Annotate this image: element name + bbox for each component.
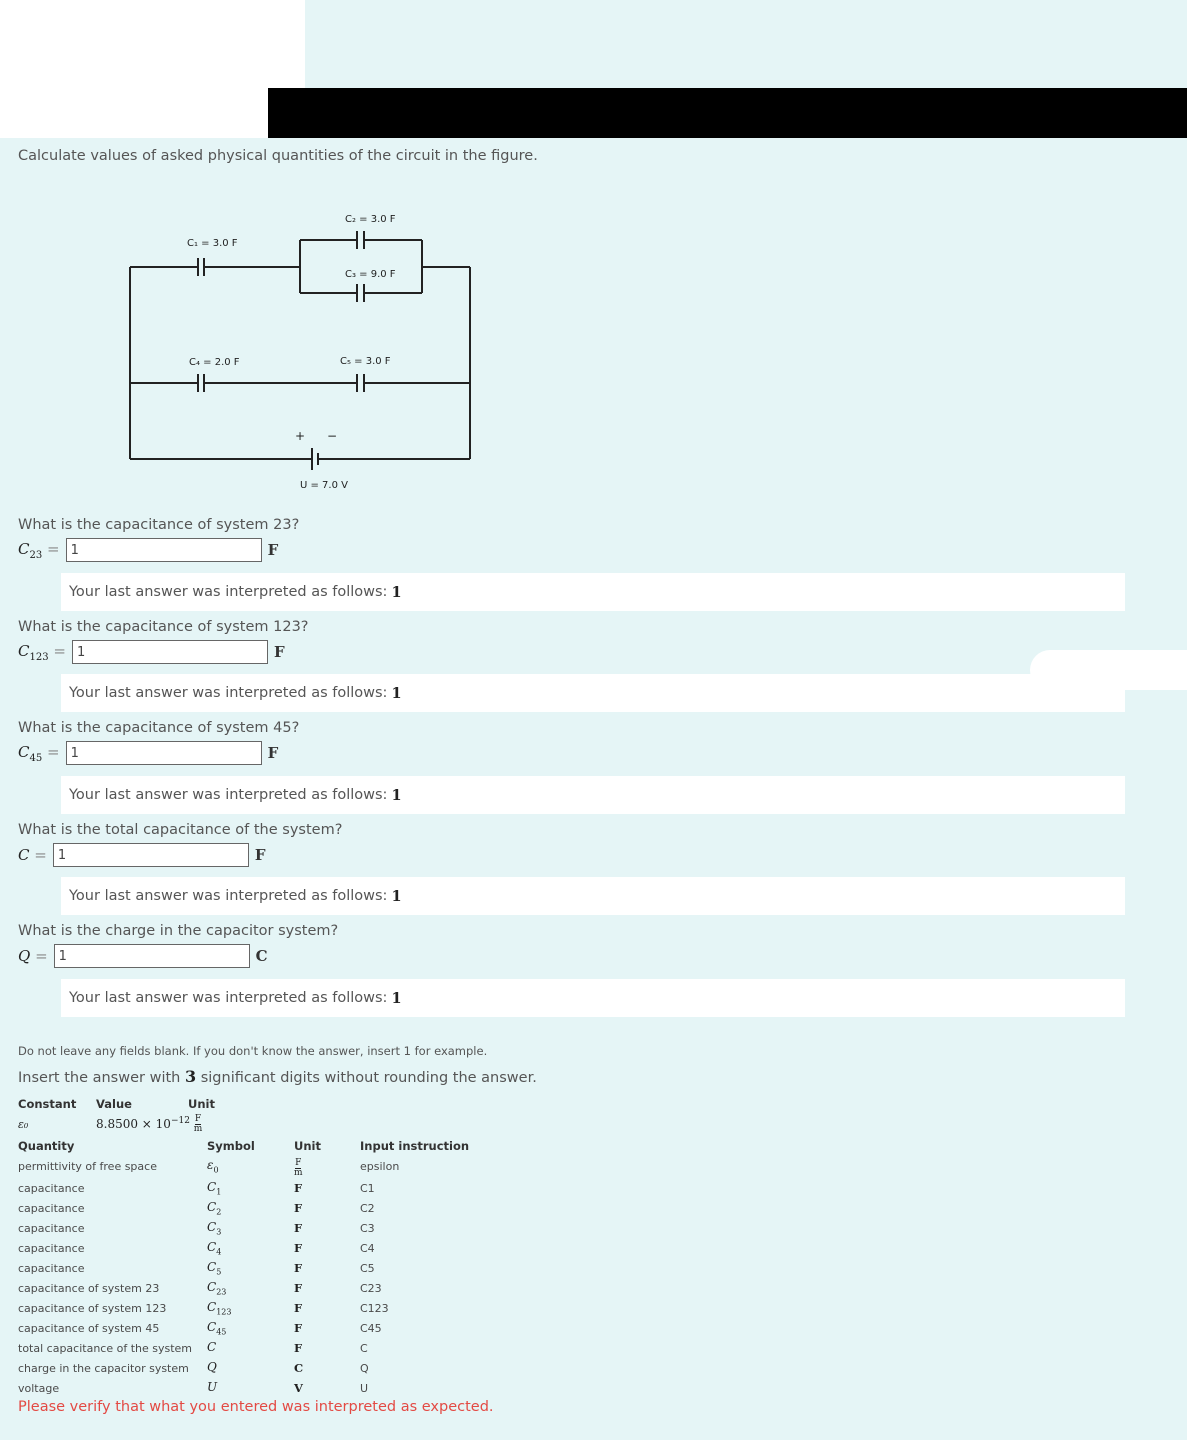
quantity-symbol: $C_{45}$ xyxy=(207,1319,227,1337)
quantity-input-instruction: C5 xyxy=(360,1261,375,1275)
unit-c-total: F xyxy=(254,846,266,864)
redaction-bar xyxy=(268,88,1187,138)
input-c45[interactable] xyxy=(66,741,262,765)
quantity-input-instruction: C23 xyxy=(360,1281,382,1295)
question-q: What is the charge in the capacitor system? xyxy=(18,923,339,939)
quantity-unit: F xyxy=(294,1221,303,1235)
quantity-row xyxy=(18,1358,469,1378)
minus-sign: − xyxy=(327,429,338,443)
quantity-input-instruction: C3 xyxy=(360,1221,375,1235)
answer-row-c23 xyxy=(18,538,278,562)
quantity-row xyxy=(18,1338,469,1358)
quantities-header-input: Input instruction xyxy=(360,1139,470,1153)
verify-warning: Please verify that what you entered was interpreted as expected. xyxy=(18,1399,494,1415)
symbol-c123: $C_{123}$ = xyxy=(18,641,66,663)
question-c45: What is the capacitance of system 45? xyxy=(18,720,300,736)
answer-row-c-total xyxy=(18,843,266,867)
quantity-name: capacitance of system 123 xyxy=(18,1301,167,1315)
quantity-unit: F xyxy=(294,1261,303,1275)
quantity-symbol: $C_{23}$ xyxy=(207,1279,227,1297)
input-c-total[interactable] xyxy=(53,843,249,867)
quantity-input-instruction: U xyxy=(360,1381,369,1395)
quantity-unit: F xyxy=(294,1301,303,1315)
symbol-c-total: C = xyxy=(18,846,47,864)
quantity-name: permittivity of free space xyxy=(18,1159,157,1173)
input-c23[interactable] xyxy=(66,538,262,562)
unit-q: C xyxy=(255,947,268,965)
quantity-row xyxy=(18,1178,469,1198)
quantity-symbol: $\varepsilon_0$ xyxy=(207,1157,219,1175)
feedback-c23: Your last answer was interpreted as follows: 1 xyxy=(61,573,1125,611)
answer-row-c123 xyxy=(18,640,285,664)
constants-row xyxy=(18,1112,215,1136)
feedback-c45: Your last answer was interpreted as follows: 1 xyxy=(61,776,1125,814)
feedback-c123: Your last answer was interpreted as follows: 1 xyxy=(61,674,1125,712)
redaction-blob xyxy=(0,0,305,138)
question-c-total: What is the total capacitance of the system? xyxy=(18,822,343,838)
constants-header-unit: Unit xyxy=(188,1097,215,1111)
quantities-table xyxy=(18,1138,469,1398)
answer-row-c45 xyxy=(18,741,278,765)
c4-label: C₄ = 2.0 F xyxy=(189,357,240,368)
quantity-input-instruction: C45 xyxy=(360,1321,382,1335)
quantity-name: charge in the capacitor system xyxy=(18,1361,189,1375)
quantity-name: voltage xyxy=(18,1381,60,1395)
feedback-q: Your last answer was interpreted as follows: 1 xyxy=(61,979,1125,1017)
quantity-row xyxy=(18,1298,469,1318)
feedback-c-total: Your last answer was interpreted as follows: 1 xyxy=(61,877,1125,915)
input-q[interactable] xyxy=(54,944,250,968)
quantity-input-instruction: C2 xyxy=(360,1201,375,1215)
symbol-q: Q = xyxy=(18,947,48,965)
quantity-unit: F xyxy=(294,1341,303,1355)
quantity-name: capacitance xyxy=(18,1221,85,1235)
constant-symbol: ε₀ xyxy=(18,1117,29,1131)
quantity-unit xyxy=(294,1154,360,1178)
quantity-name: capacitance of system 23 xyxy=(18,1281,160,1295)
quantity-symbol: U xyxy=(207,1379,218,1394)
symbol-c45: $C_{45}$ = xyxy=(18,742,60,764)
quantity-row xyxy=(18,1238,469,1258)
quantity-unit: F xyxy=(294,1281,303,1295)
quantity-row xyxy=(18,1278,469,1298)
quantities-header-unit: Unit xyxy=(294,1139,321,1153)
quantity-input-instruction: C123 xyxy=(360,1301,389,1315)
answer-row-q xyxy=(18,944,268,968)
unit-c23: F xyxy=(267,541,279,559)
quantity-symbol: Q xyxy=(207,1359,217,1374)
quantity-input-instruction: C4 xyxy=(360,1241,375,1255)
input-c123[interactable] xyxy=(72,640,268,664)
quantity-symbol: $C_2$ xyxy=(207,1199,222,1217)
unit-c45: F xyxy=(267,744,279,762)
voltage-label: U = 7.0 V xyxy=(300,480,348,491)
question-c23: What is the capacitance of system 23? xyxy=(18,517,300,533)
quantity-symbol: C xyxy=(207,1339,217,1354)
constant-value: $8.8500 \times 10^{-12}$ $\frac{F}{m}$ xyxy=(96,1113,203,1134)
quantity-name: total capacitance of the system xyxy=(18,1341,193,1355)
question-c123: What is the capacitance of system 123? xyxy=(18,619,309,635)
circuit-diagram xyxy=(0,200,520,500)
quantity-name: capacitance xyxy=(18,1201,85,1215)
quantity-unit: F xyxy=(294,1181,303,1195)
quantity-unit: V xyxy=(294,1381,303,1395)
c1-label: C₁ = 3.0 F xyxy=(187,238,238,249)
quantity-symbol: $C_4$ xyxy=(207,1239,222,1257)
quantity-name: capacitance xyxy=(18,1241,85,1255)
quantity-row xyxy=(18,1218,469,1238)
quantity-name: capacitance of system 45 xyxy=(18,1321,160,1335)
quantity-input-instruction: C xyxy=(360,1341,368,1355)
quantity-input-instruction: Q xyxy=(360,1361,369,1375)
quantity-input-instruction: epsilon xyxy=(360,1159,400,1173)
quantity-name: capacitance xyxy=(18,1181,85,1195)
quantity-symbol: $C_{123}$ xyxy=(207,1299,232,1317)
quantity-name: capacitance xyxy=(18,1261,85,1275)
quantity-row xyxy=(18,1154,469,1178)
quantity-row xyxy=(18,1378,469,1398)
note-digits: Insert the answer with 3 significant digits without rounding the answer. xyxy=(18,1067,537,1086)
quantity-input-instruction: C1 xyxy=(360,1181,375,1195)
quantity-row xyxy=(18,1258,469,1278)
note-blank: Do not leave any fields blank. If you don't know the answer, insert 1 for example. xyxy=(18,1044,488,1058)
quantity-unit: C xyxy=(294,1361,304,1375)
constants-table xyxy=(18,1096,215,1136)
constants-header-constant: Constant xyxy=(18,1097,77,1111)
quantity-symbol: $C_1$ xyxy=(207,1179,222,1197)
quantities-header-symbol: Symbol xyxy=(207,1139,255,1153)
c2-label: C₂ = 3.0 F xyxy=(345,214,396,225)
quantity-row xyxy=(18,1318,469,1338)
quantities-header-quantity: Quantity xyxy=(18,1139,75,1153)
quantity-symbol: $C_3$ xyxy=(207,1219,222,1237)
quantity-unit-fraction: $\frac{F}{m}$ xyxy=(294,1158,303,1178)
quantity-row xyxy=(18,1198,469,1218)
quantity-unit: F xyxy=(294,1201,303,1215)
intro-text: Calculate values of asked physical quantities of the circuit in the figure. xyxy=(18,148,538,164)
plus-sign: + xyxy=(295,429,306,443)
constants-header-value: Value xyxy=(96,1097,132,1111)
quantity-unit: F xyxy=(294,1241,303,1255)
unit-c123: F xyxy=(273,643,285,661)
quantity-symbol: $C_5$ xyxy=(207,1259,222,1277)
c3-label: C₃ = 9.0 F xyxy=(345,269,396,280)
quantity-unit: F xyxy=(294,1321,303,1335)
c5-label: C₅ = 3.0 F xyxy=(340,356,391,367)
symbol-c23: $C_{23}$ = xyxy=(18,539,60,561)
